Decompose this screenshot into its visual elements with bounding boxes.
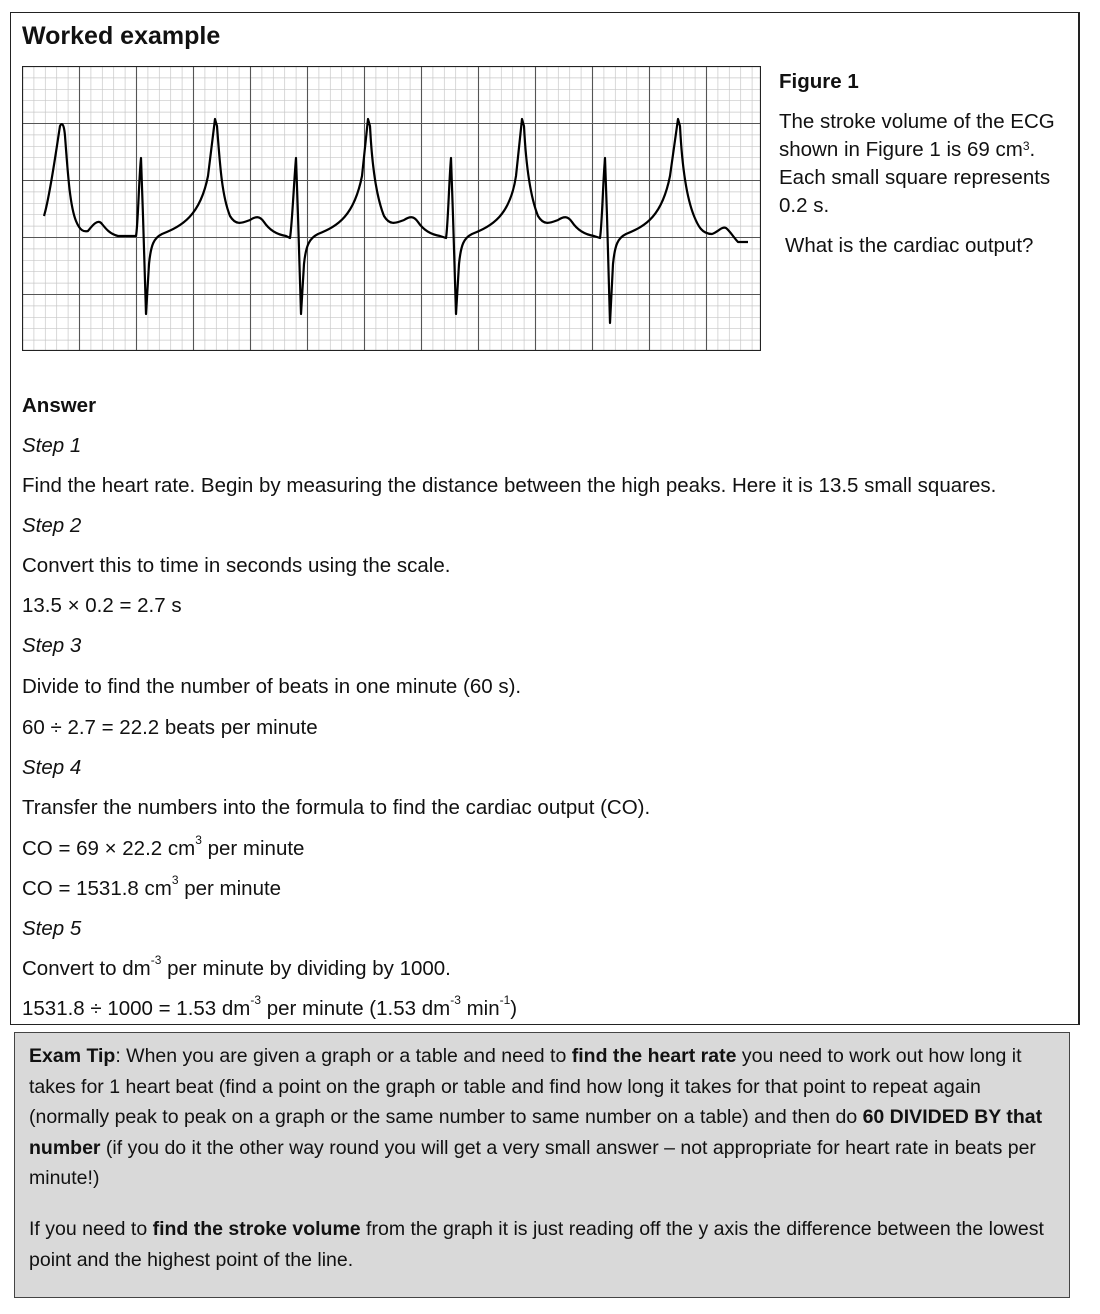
ecg-grid-major: [22, 66, 761, 351]
ecg-trace: [44, 119, 748, 323]
step-1-text: Find the heart rate. Begin by measuring the distance between the high peaks. Here it is 13.5 small squares.: [22, 474, 997, 497]
answer-heading: Answer: [22, 394, 97, 417]
figure-label: Figure 1: [779, 70, 859, 93]
step-5-label: Step 5: [22, 917, 82, 940]
co-result: CO = 1531.8 $cm^3$ per minute: [22, 873, 282, 900]
step-4-text: Transfer the numbers into the formula to find the cardiac output (CO).: [22, 796, 651, 819]
ecg-grid-minor: [22, 66, 761, 351]
step-3-text: Divide to find the number of beats in one minute (60 s).: [22, 675, 522, 698]
exam-tip-paragraph-1: Exam Tip: When you are given a graph or a table and need to find the heart rate you need to work out how long it takes for 1 heart beat (find a point on the graph or table and find how long it takes for that point to repeat again (normally peak to peak on a graph or the same number to same number on a table) and then do 60 DIVIDED BY that number (if you do it the other way round you will get a very small answer – not appropriate for heart rate in beats per minute!): [29, 1045, 1043, 1190]
final-answer: 1531.8 ÷ 1000 = 1.53 $dm^{-3}$ per minute (1.53 $dm^{-3}$ $\min^{-1}$): [22, 993, 518, 1020]
step-2-label: Step 2: [22, 514, 82, 537]
exam-tip-paragraph-2: If you need to find the stroke volume from the graph it is just reading off the y axis the difference between the lowest point and the highest point of the line.: [29, 1217, 1044, 1271]
step-5-text: Convert to $dm^{-3}$ per minute by dividing by 1000.: [22, 953, 451, 980]
exam-tip-label: Exam Tip: [29, 1045, 116, 1067]
figure-description: The stroke volume of the ECG shown in Figure 1 is 69 $cm^3$. Each small square represents 0.2 s.: [779, 110, 1055, 217]
page-title: Worked example: [22, 22, 221, 50]
step-2-text: Convert this to time in seconds using the scale.: [22, 554, 451, 577]
co-formula: CO = 69 × 22.2 $cm^3$ per minute: [22, 833, 305, 860]
ecg-figure: [22, 66, 761, 351]
figure-caption-panel: [779, 66, 1079, 260]
step-4-label: Step 4: [22, 756, 82, 779]
step-3-calc: 60 ÷ 2.7 = 22.2 beats per minute: [22, 716, 318, 739]
step-3-label: Step 3: [22, 634, 82, 657]
step-2-calc: 13.5 × 0.2 = 2.7 s: [22, 594, 182, 617]
step-1-label: Step 1: [22, 434, 82, 457]
figure-question: What is the cardiac output?: [785, 234, 1034, 257]
exam-tip-box: [14, 1032, 1070, 1298]
